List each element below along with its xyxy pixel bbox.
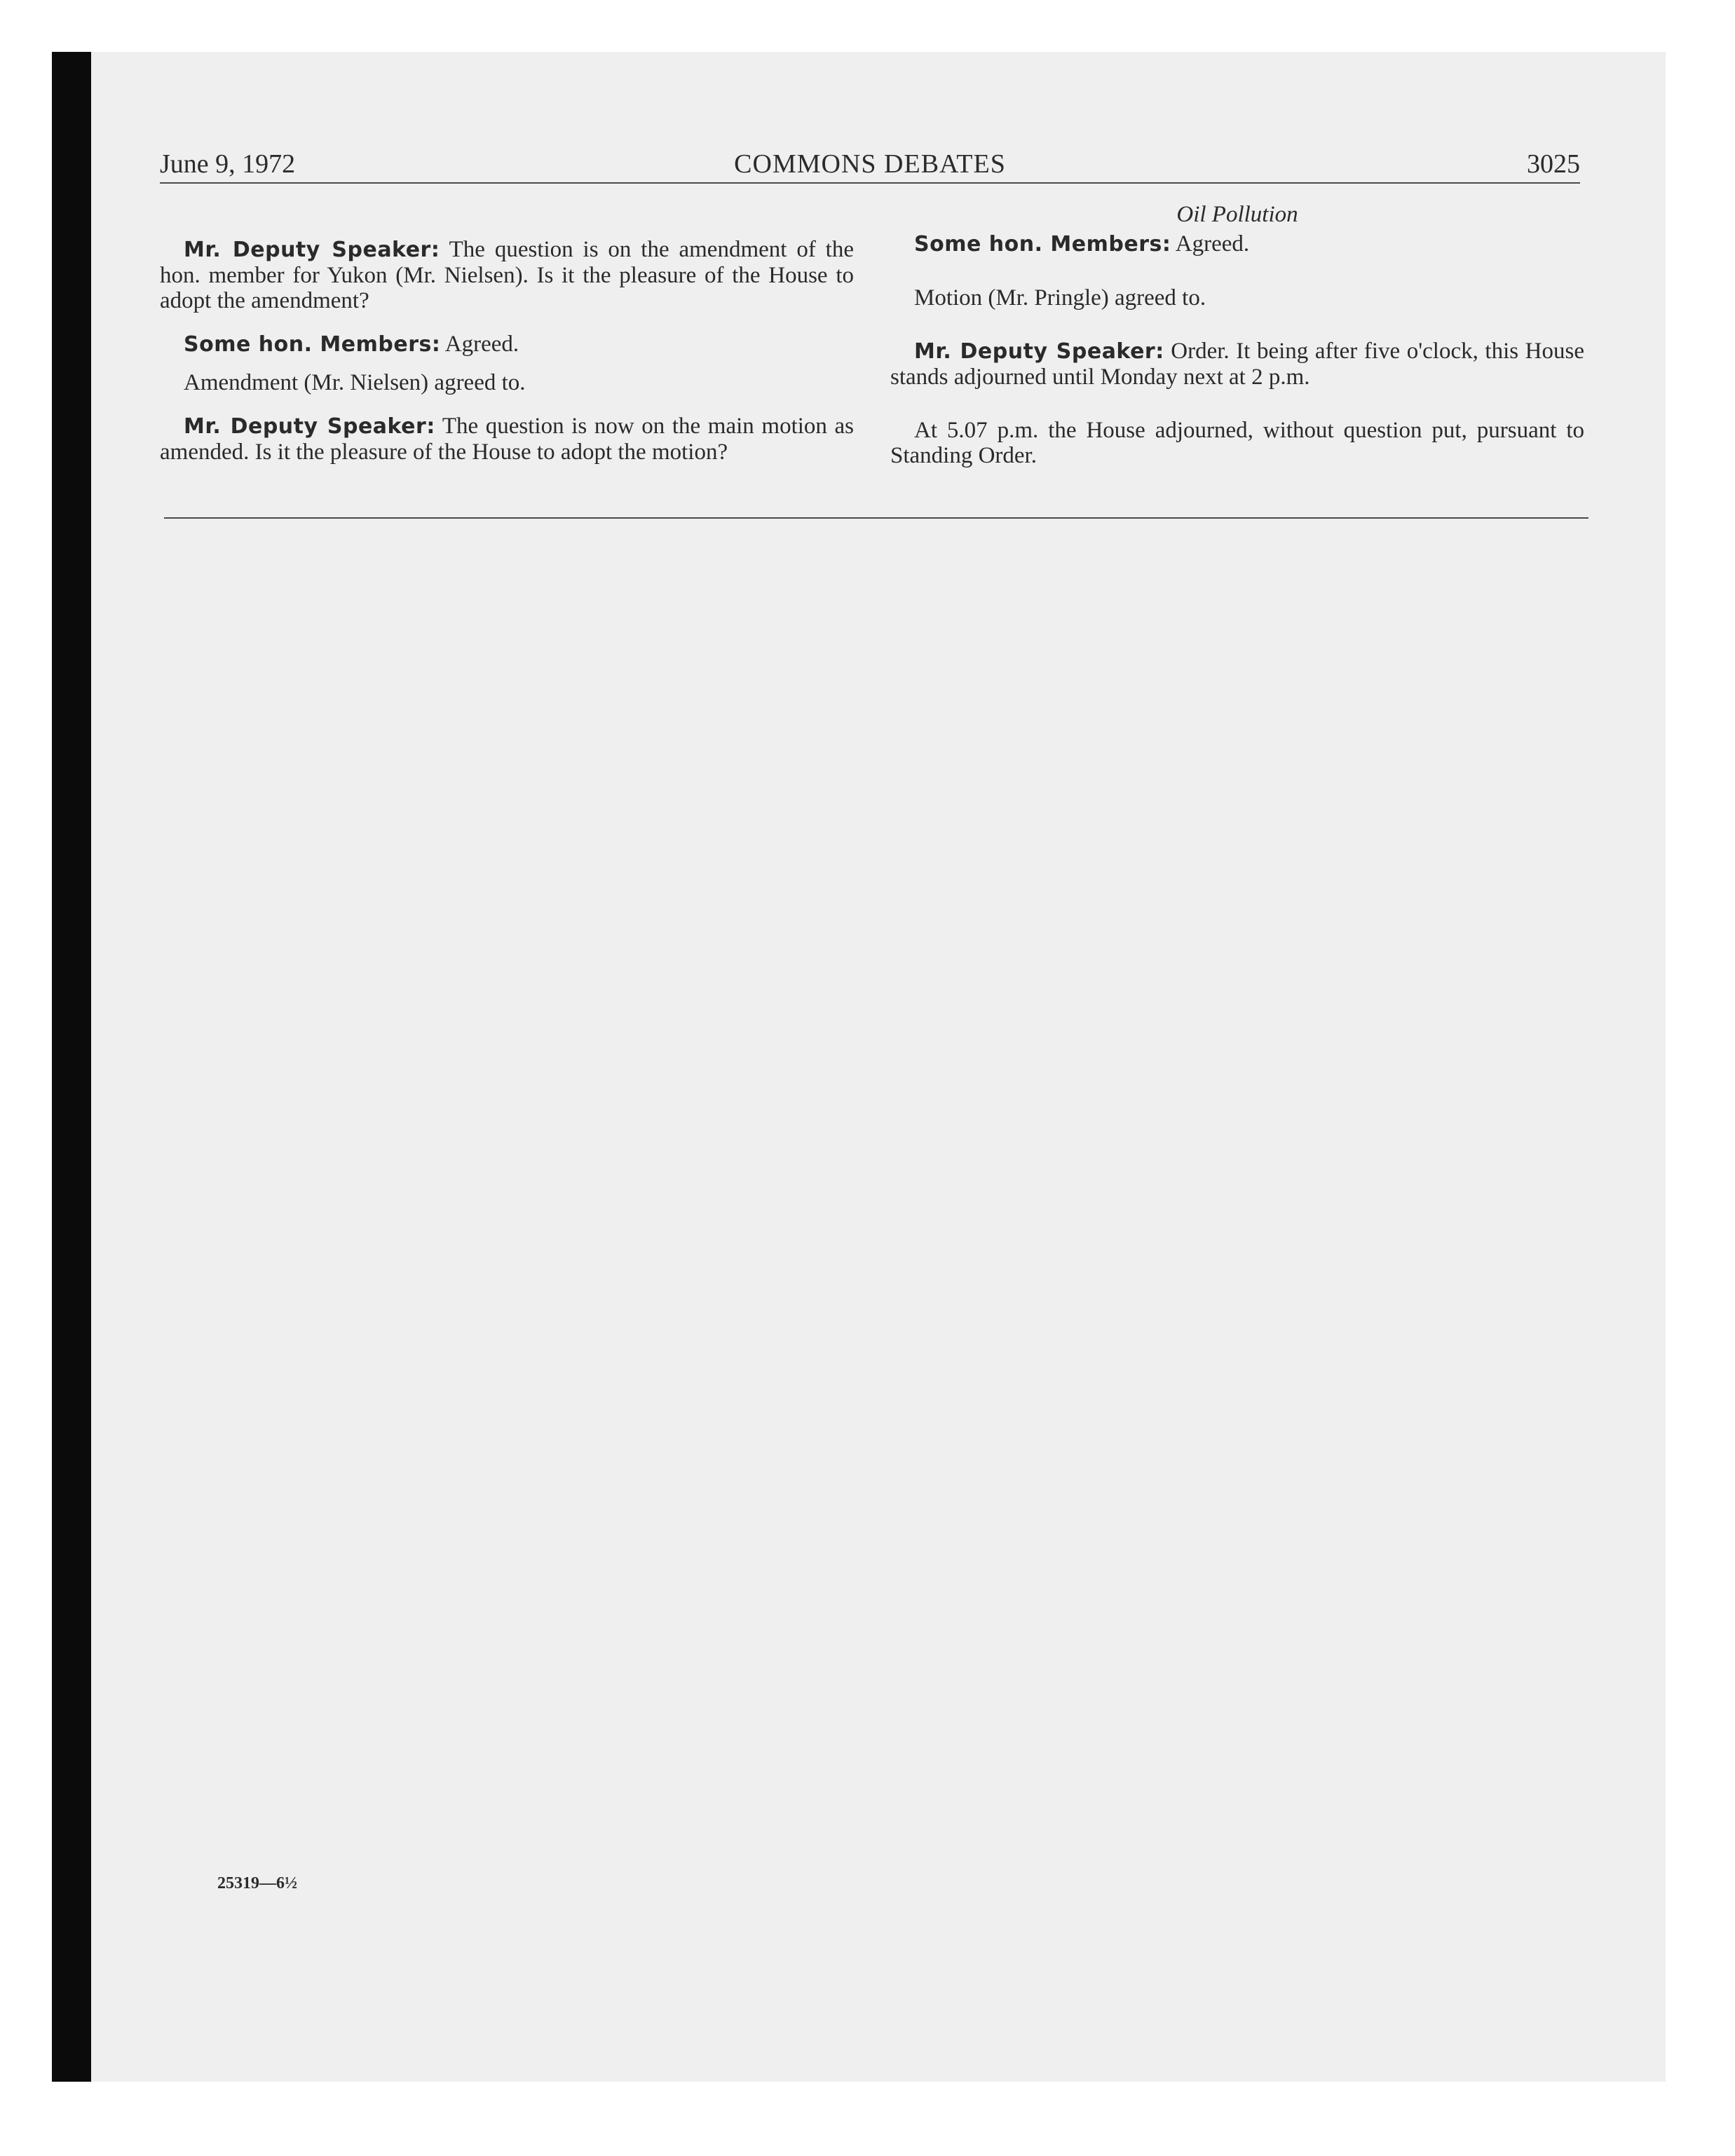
speech-paragraph [160,237,854,313]
speech-text: The question is now on the main motion as amended. Is it the pleasure of the House to adopt the motion? [160,414,855,465]
speaker-name: Some hon. Members: [914,232,1171,257]
speech-paragraph [890,339,1584,390]
speech-text: The question is on the amendment of the hon. member for Yukon (Mr. Nielsen). Is it the pleasure of the House to adopt the amendment? [160,237,854,313]
speech-paragraph [160,414,854,465]
section-heading: Oil Pollution [1176,202,1298,227]
procedural-note: At 5.07 p.m. the House adjourned, without question put, pursuant to Standing Order. [890,418,1584,468]
speaker-name: Mr. Deputy Speaker: [914,339,1164,364]
print-code: 25319—6½ [217,1874,297,1892]
header-title: COMMONS DEBATES [734,149,1006,179]
speaker-name: Mr. Deputy Speaker: [184,238,440,262]
scanned-page [52,52,1666,2082]
speech-paragraph [890,231,1584,257]
left-column [160,237,854,465]
binding-edge [52,52,91,2082]
end-rule [164,517,1588,519]
speech-paragraph [160,332,854,357]
speech-text: Order. It being after five o'clock, this House stands adjourned until Monday next at 2 p.m. [890,339,1584,390]
procedural-note: Motion (Mr. Pringle) agreed to. [914,285,1206,311]
running-header [160,146,1580,184]
speech-text: Agreed. [1171,231,1250,257]
speaker-name: Mr. Deputy Speaker: [184,414,435,439]
right-column [890,202,1584,468]
speech-text: Agreed. [440,332,519,357]
header-date: June 9, 1972 [160,149,296,179]
speaker-name: Some hon. Members: [184,332,441,357]
page-number: 3025 [1527,149,1580,179]
procedural-note: Amendment (Mr. Nielsen) agreed to. [184,370,526,395]
